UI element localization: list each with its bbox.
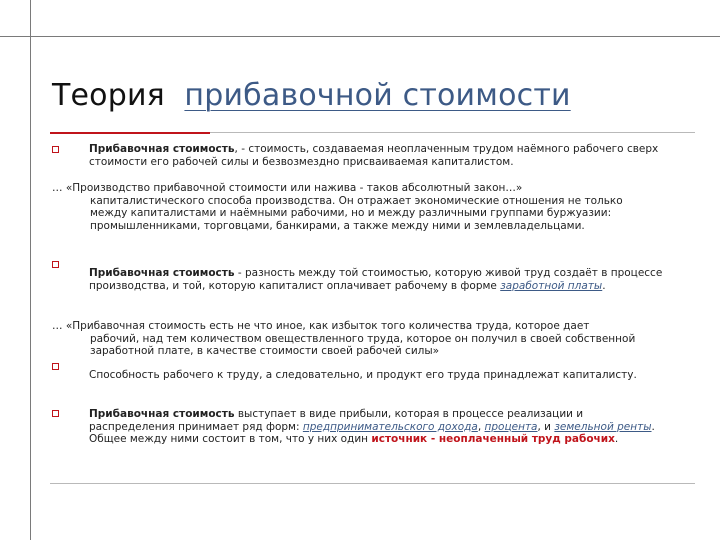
separator: , xyxy=(477,420,485,433)
title-link[interactable]: прибавочной стоимости xyxy=(184,78,571,113)
frame-horizontal-line xyxy=(0,36,720,37)
bullet-icon xyxy=(52,146,59,153)
term: Прибавочная стоимость xyxy=(89,143,235,155)
entrepreneurial-income-link[interactable]: предпринимательского дохода xyxy=(302,420,478,433)
text: - разность между той стоимостью, которую живой труд создаёт в процессе производства, и той, которую капиталист оплачивает рабочему в форме xyxy=(89,267,663,292)
term: Прибавочная стоимость xyxy=(89,267,235,279)
definition-paragraph-2 xyxy=(89,267,664,292)
bullet-icon xyxy=(52,261,59,268)
definition-paragraph-1 xyxy=(89,143,664,168)
end: . xyxy=(602,279,606,292)
title-red-rule xyxy=(50,132,210,134)
text: , - стоимость, создаваемая неоплаченным трудом наёмного рабочего сверх стоимости его рабочей силы и безвозмездно присваиваемая капиталистом. xyxy=(89,143,659,168)
text: выступает в виде прибыли, которая в процессе реализации и распределения принимает ряд форм: xyxy=(89,408,584,433)
bullet-icon xyxy=(52,363,59,370)
slide-title xyxy=(52,78,571,113)
frame-vertical-line xyxy=(30,0,31,540)
quote-first: … «Прибавочная стоимость есть не что иное, как избыток того количества труда, которое дает xyxy=(52,320,590,332)
definition-paragraph-3 xyxy=(89,369,664,382)
wage-link[interactable]: заработной платы xyxy=(500,279,603,292)
quote-rest: рабочий, над тем количеством овеществленного труда, которое он получил в своей собственной заработной плате, в качестве стоимости своей рабочей силы» xyxy=(90,332,636,357)
highlight-source: источник - неоплаченный труд рабочих xyxy=(371,433,615,445)
end: . xyxy=(614,433,619,445)
term: Прибавочная стоимость xyxy=(89,408,235,420)
quote-paragraph-1 xyxy=(52,182,662,232)
interest-link[interactable]: процента xyxy=(484,420,538,433)
text: Способность рабочего к труду, а следовательно, и продукт его труда принадлежат капиталисту. xyxy=(89,369,637,381)
title-gray-rule xyxy=(210,132,695,133)
quote-first: … «Производство прибавочной стоимости или нажива - таков абсолютный закон…» xyxy=(52,182,523,194)
definition-paragraph-4 xyxy=(89,408,664,446)
quote-rest: капиталистического способа производства. Он отражает экономические отношения не только между капиталистами и наёмными рабочими, но и между различными группами буржуазии: промышленниками, торговцами, банкирами, а также между ними и землевладельцами. xyxy=(90,194,623,232)
quote-paragraph-2 xyxy=(52,320,662,358)
ground-rent-link[interactable]: земельной ренты xyxy=(554,420,652,433)
bottom-gray-rule xyxy=(50,483,695,484)
text: . Общее между ними состоит в том, что у них один xyxy=(89,420,655,445)
separator: , и xyxy=(537,420,555,433)
title-plain: Теория xyxy=(52,78,165,113)
bullet-icon xyxy=(52,410,59,417)
